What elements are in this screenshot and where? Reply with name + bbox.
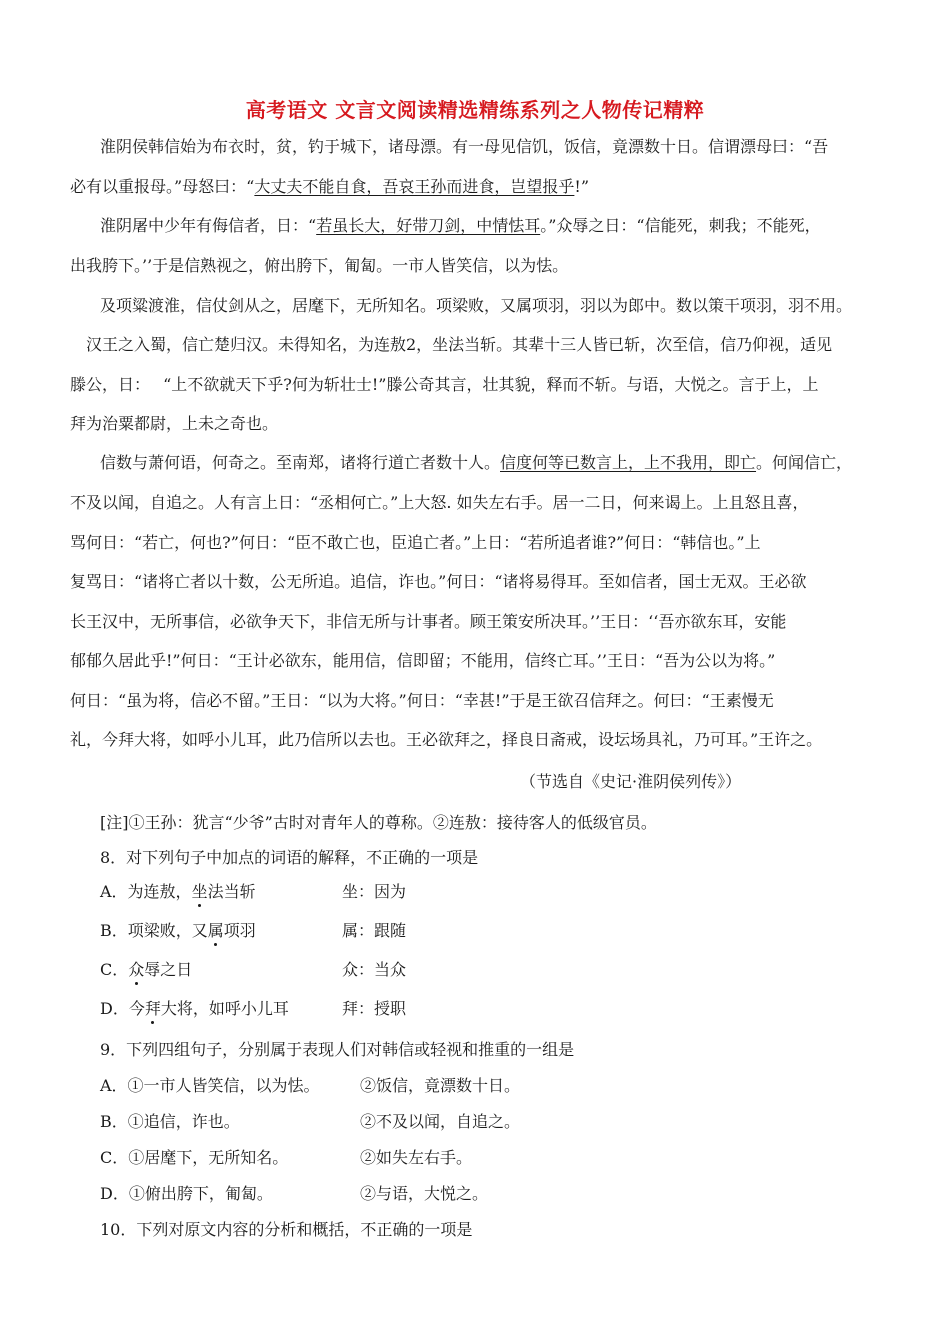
text-segment: B．项梁败，又 bbox=[100, 921, 208, 940]
option-9b-part2: ②不及以闻，自追之。 bbox=[360, 1112, 521, 1131]
dotted-word: 拜 bbox=[144, 999, 161, 1018]
dotted-word: 众 bbox=[128, 960, 145, 979]
underlined-sentence: 大丈夫不能自食，吾哀王孙而进食，岂望报乎 bbox=[254, 177, 575, 196]
passage-line bbox=[100, 216, 821, 236]
passage-line: 郁郁久居此乎!”何日：“王计必欲东，能用信，信即留；不能用，信终亡耳。’’王日：“吾为公以为将。” bbox=[70, 651, 776, 670]
passage-line: 不及以闻，自追之。人有言上日：“丞相何亡。”上大怒. 如失左右手。居一二日，何来谒上。上且怒且喜， bbox=[70, 493, 809, 512]
text-segment: 。”众辱之日：“信能死，刺我；不能死， bbox=[540, 216, 821, 235]
text-segment: A．为连敖， bbox=[100, 882, 192, 901]
passage-line: 拜为治粟都尉，上未之奇也。 bbox=[70, 414, 279, 433]
option-8b bbox=[100, 921, 256, 941]
text-segment: 必有以重报母。”母怒曰：“ bbox=[70, 177, 255, 196]
passage-line: 滕公，日： “上不欲就天下乎?何为斩壮士!”滕公奇其言，壮其貌，释而不斩。与语，大悦之。言于上，上 bbox=[70, 375, 819, 394]
passage-line: 何日：“虽为将，信必不留。”王日：“以为大将。”何日：“幸甚!”于是王欲召信拜之。何曰：“王素慢无 bbox=[70, 691, 774, 710]
text-segment: C． bbox=[100, 960, 129, 979]
passage-line: 骂何日：“若亡，何也?”何日：“臣不敢亡也，臣追亡者。”上日：“若所追者谁?”何日：“韩信也。”上 bbox=[70, 533, 761, 552]
source-citation: （节选自《史记·淮阴侯列传》） bbox=[520, 772, 742, 791]
text-segment: 淮阴屠中少年有侮信者，日：“ bbox=[100, 216, 317, 235]
text-segment: 辱之日 bbox=[144, 960, 193, 979]
question-8-stem: 8．对下列句子中加点的词语的解释，不正确的一项是 bbox=[100, 848, 479, 867]
option-8c-explanation: 众：当众 bbox=[342, 960, 407, 979]
passage-line: 礼，今拜大将，如呼小儿耳，此乃信所以去也。王必欲拜之，择良日斋戒，设坛场具礼，乃可耳。”王许之。 bbox=[70, 730, 823, 749]
option-8a bbox=[100, 882, 256, 902]
underlined-sentence: 若虽长大，好带刀剑，中情怯耳 bbox=[316, 216, 541, 235]
question-9-stem: 9．下列四组句子，分别属于表现人们对韩信或轻视和推重的一组是 bbox=[100, 1040, 575, 1059]
dotted-word: 坐 bbox=[191, 882, 208, 901]
passage-line: 出我胯下。’’于是信熟视之，俯出胯下，匍匐。一市人皆笑信，以为怯。 bbox=[70, 256, 569, 275]
passage-line: 汉王之入蜀，信亡楚归汉。未得知名，为连敖2，坐法当斩。其辈十三人皆已斩，次至信，信乃仰视，适见 bbox=[86, 335, 833, 354]
footnote: [注]①王孙：犹言“少爷”古时对青年人的尊称。②连敖：接待客人的低级官员。 bbox=[100, 813, 657, 832]
passage-line bbox=[100, 453, 852, 473]
option-8d-explanation: 拜：授职 bbox=[342, 999, 407, 1018]
option-9b-part1: B．①追信，诈也。 bbox=[100, 1112, 240, 1131]
passage-line: 长王汉中，无所事信，必欲争天下，非信无所与计事者。顾王策安所决耳。’’王日：‘‘吾亦欲东耳，安能 bbox=[70, 612, 787, 631]
passage-line bbox=[70, 177, 589, 197]
text-segment: D．今 bbox=[100, 999, 145, 1018]
option-9c-part1: C．①居麾下，无所知名。 bbox=[100, 1148, 289, 1167]
text-segment: 项羽 bbox=[223, 921, 256, 940]
option-9a-part1: A．①一市人皆笑信，以为怯。 bbox=[100, 1076, 320, 1095]
underlined-sentence: 信度何等已数言上，上不我用，即亡 bbox=[500, 453, 757, 472]
text-segment: 法当斩 bbox=[207, 882, 256, 901]
option-8a-explanation: 坐：因为 bbox=[342, 882, 407, 901]
option-9c-part2: ②如失左右手。 bbox=[360, 1148, 473, 1167]
text-segment: 。何闻信亡， bbox=[756, 453, 853, 472]
option-9d-part1: D．①俯出胯下，匍匐。 bbox=[100, 1184, 273, 1203]
question-10-stem: 10．下列对原文内容的分析和概括，不正确的一项是 bbox=[100, 1220, 473, 1239]
option-8d bbox=[100, 999, 289, 1019]
dotted-word: 属 bbox=[207, 921, 224, 940]
document-title: 高考语文 文言文阅读精选精练系列之人物传记精粹 bbox=[245, 98, 705, 122]
passage-line: 复骂日：“诸将亡者以十数，公无所追。追信，诈也。”何日：“诸将易得耳。至如信者，国士无双。王必欲 bbox=[70, 572, 807, 591]
passage-line: 淮阴侯韩信始为布衣时，贫，钓于城下，诸母漂。有一母见信饥，饭信，竟漂数十日。信谓漂母曰：“吾 bbox=[100, 137, 829, 156]
option-9a-part2: ②饭信，竟漂数十日。 bbox=[360, 1076, 521, 1095]
text-segment: 信数与萧何语，何奇之。至南郑，诸将行道亡者数十人。 bbox=[100, 453, 501, 472]
text-segment: !” bbox=[574, 177, 589, 196]
option-8c bbox=[100, 960, 192, 980]
option-8b-explanation: 属：跟随 bbox=[342, 921, 407, 940]
passage-line: 及项粱渡淮，信仗剑从之，居麾下，无所知名。项梁败，又属项羽，羽以为郎中。数以策干项羽，羽不用。 bbox=[100, 296, 853, 315]
text-segment: 大将，如呼小儿耳 bbox=[160, 999, 289, 1018]
option-9d-part2: ②与语，大悦之。 bbox=[360, 1184, 489, 1203]
